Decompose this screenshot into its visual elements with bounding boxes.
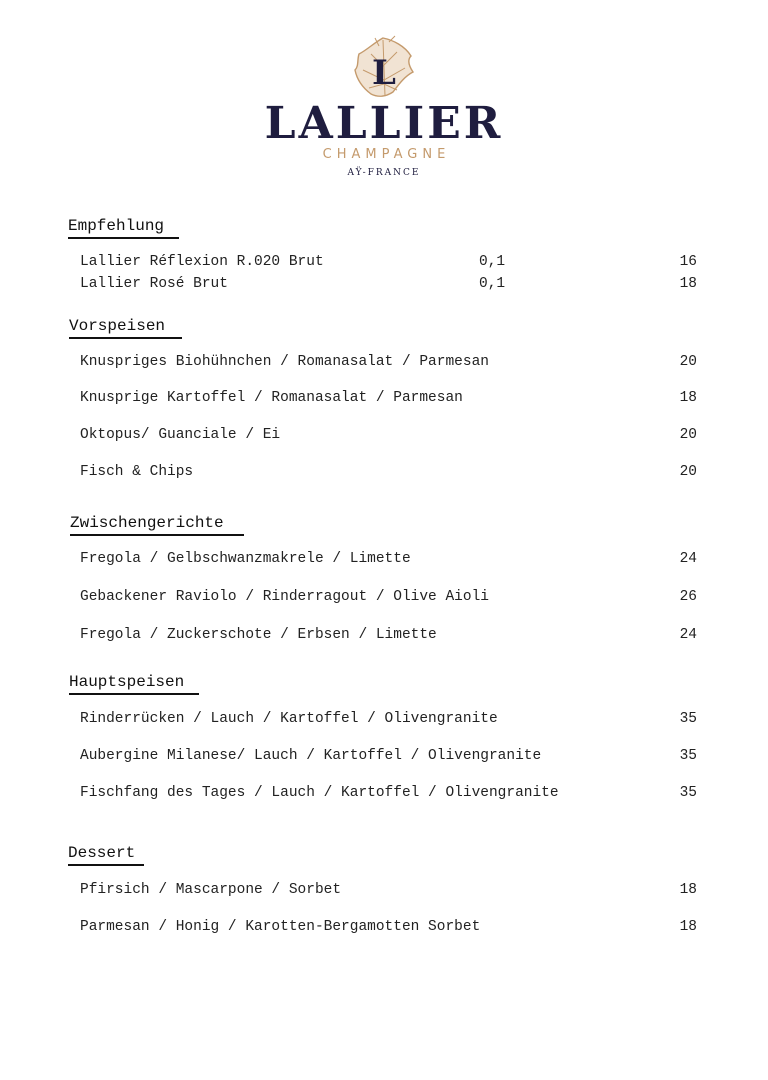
menu-item xyxy=(80,625,697,645)
item-volume: 0,1 xyxy=(479,276,506,292)
menu-item xyxy=(80,746,697,766)
menu-item xyxy=(80,880,697,900)
section-title-zwischengerichte: Zwischengerichte xyxy=(70,513,244,536)
svg-text:L: L xyxy=(372,53,396,93)
vine-leaf-icon xyxy=(349,34,419,102)
item-name: Fregola / Gelbschwanzmakrele / Limette xyxy=(80,551,411,567)
item-price: 24 xyxy=(679,551,697,567)
item-name: Knusprige Kartoffel / Romanasalat / Parmesan xyxy=(80,390,463,406)
item-name: Pfirsich / Mascarpone / Sorbet xyxy=(80,882,342,898)
section-title-dessert: Dessert xyxy=(68,843,144,866)
menu-item xyxy=(80,709,697,729)
item-price: 18 xyxy=(679,882,697,898)
menu-item xyxy=(80,462,697,482)
menu-item xyxy=(80,587,697,607)
item-price: 18 xyxy=(679,276,697,292)
item-price: 18 xyxy=(679,390,697,406)
item-price: 35 xyxy=(679,748,697,764)
item-name: Knuspriges Biohühnchen / Romanasalat / Parmesan xyxy=(80,354,489,370)
item-price: 20 xyxy=(679,354,697,370)
item-price: 35 xyxy=(679,785,697,801)
item-price: 16 xyxy=(679,254,697,270)
item-name: Aubergine Milanese/ Lauch / Kartoffel / Olivengranite xyxy=(80,748,542,764)
section-title-empfehlung: Empfehlung xyxy=(68,216,179,239)
item-name: Lallier Réflexion R.020 Brut xyxy=(80,254,324,270)
lallier-logo xyxy=(0,34,768,179)
brand-subtitle: CHAMPAGNE xyxy=(322,147,451,162)
item-price: 24 xyxy=(679,627,697,643)
brand-origin: AŸ-FRANCE xyxy=(347,168,421,178)
item-volume: 0,1 xyxy=(479,254,506,270)
menu-item xyxy=(80,252,697,272)
section-title-vorspeisen: Vorspeisen xyxy=(69,316,182,339)
brand-name: LALLIER xyxy=(264,98,504,149)
menu-item xyxy=(80,274,697,294)
item-name: Fregola / Zuckerschote / Erbsen / Limette xyxy=(80,627,437,643)
menu-item xyxy=(80,425,697,445)
item-price: 18 xyxy=(679,919,697,935)
item-name: Fischfang des Tages / Lauch / Kartoffel / Olivengranite xyxy=(80,785,559,801)
item-price: 20 xyxy=(679,464,697,480)
item-name: Parmesan / Honig / Karotten-Bergamotten Sorbet xyxy=(80,919,481,935)
item-name: Rinderrücken / Lauch / Kartoffel / Olivengranite xyxy=(80,711,498,727)
item-name: Gebackener Raviolo / Rinderragout / Olive Aioli xyxy=(80,589,489,605)
menu-item xyxy=(80,549,697,569)
item-price: 26 xyxy=(679,589,697,605)
menu-item xyxy=(80,388,697,408)
menu-item xyxy=(80,783,697,803)
item-price: 35 xyxy=(679,711,697,727)
menu-item xyxy=(80,352,697,372)
item-price: 20 xyxy=(679,427,697,443)
item-name: Lallier Rosé Brut xyxy=(80,276,228,292)
item-name: Oktopus/ Guanciale / Ei xyxy=(80,427,281,443)
section-title-hauptspeisen: Hauptspeisen xyxy=(69,672,199,695)
item-name: Fisch & Chips xyxy=(80,464,194,480)
menu-item xyxy=(80,917,697,937)
